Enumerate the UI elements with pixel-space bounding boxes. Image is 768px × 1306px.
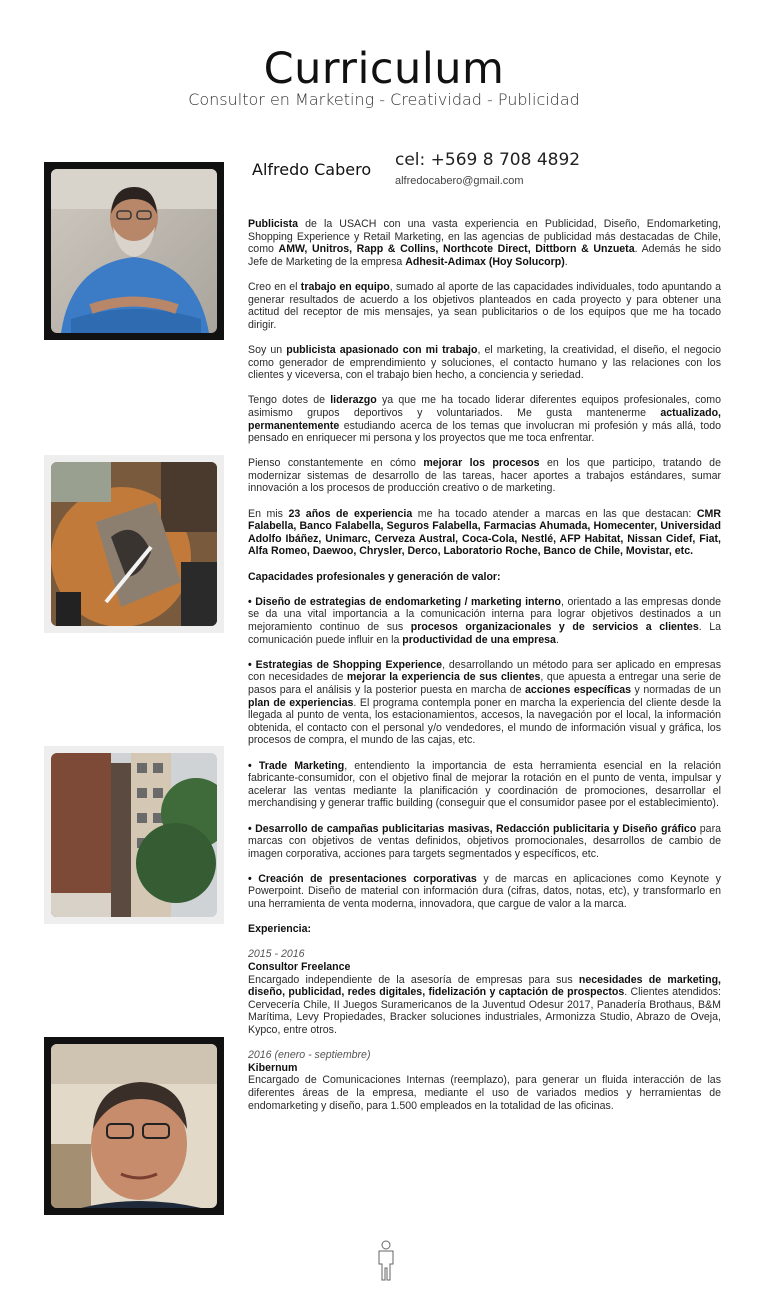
phone-number: cel: +569 8 708 4892	[395, 150, 581, 170]
selfie-photo	[44, 1037, 224, 1215]
page-title: Curriculum	[263, 44, 505, 94]
paragraph-teamwork: Creo en el trabajo en equipo, sumado al aporte de las capacidades individuales, todo apuntando a generar resultados de acuerdo a los objetivos planteados en cada proyecto y para obtener una actitud del receptor de mis mensajes, ya sean publicitarios o de los equipos que me ha tocado dirigir.	[248, 280, 721, 331]
desk-notebook-photo	[44, 455, 224, 633]
capability-shopping-experience: • Estrategias de Shopping Experience, desarrollando un método para ser aplicado en empresas con necesidades de mejorar la experiencia de sus clientes, que apuesta a entregar una serie de pasos para el análisis y la posterior puesta en marcha de acciones específicas y normadas de un plan de experiencias. El programa contempla poner en marcha la experiencia del cliente desde la llegada al punto de venta, los estacionamientos, accesos, la navegación por el local, la información obtenida, el contacto con el personal y/o vendedores, el mundo de información visual y gráfica, los procesos de compra, el mundo de las cajas, etc.	[248, 658, 721, 747]
page-subtitle: Consultor en Marketing - Creatividad - Publicidad	[188, 90, 580, 109]
capability-campaigns: • Desarrollo de campañas publicitarias masivas, Redacción publicitaria y Diseño gráfico para marcas con objetivos de ventas definidos, objetivos promocionales, desarrollos de cambio de imagen corporativa, acciones para targets segmentados y específicos, etc.	[248, 822, 721, 860]
email-address[interactable]: alfredocabero@gmail.com	[395, 175, 524, 187]
paragraph-passion: Soy un publicista apasionado con mi trabajo, el marketing, la creatividad, el diseño, el negocio como generador de emprendimiento y soluciones, el contacto humano y las relaciones con los clientes y viceversa, con el trabajo bien hecho, a conciencia y seriedad.	[248, 343, 721, 382]
section-heading-experience: Experiencia:	[248, 923, 312, 936]
person-icon	[375, 1240, 397, 1287]
paragraph-leadership: Tengo dotes de liderazgo ya que me ha tocado liderar diferentes equipos profesionales, como asimismo grupos deportivos y voluntariados. Me gusta mantenerme actualizado, permanentemente estudiando acerca de los temas que involucran mi profesión y más allá, todo pensado en enriquecer mi persona y los proyectos que me toca enfrentar.	[248, 394, 721, 445]
capability-trade-marketing: • Trade Marketing, entendiento la importancia de esta herramienta esencial en la relación fabricante-consumidor, con el objetivo final de mejorar la rotación en el punto de venta, impulsar y acelerar las ventas mediante la planificación y coordinación de promociones, desarrollar el merchandising y generar traffic building (conseguir que el consumidor pasee por el establecimiento).	[248, 759, 721, 810]
building-courtyard-photo	[44, 746, 224, 924]
experience-kibernum: 2016 (enero - septiembre) Kibernum Encargado de Comunicaciones Internas (reemplazo), para generar un fluida interacción de las diferentes áreas de la empresa, mediante el uso de variados medios y herramientas de endomarketing y diseño, para 1.500 empleados en la totalidad de las oficinas.	[248, 1049, 721, 1112]
paragraph-processes: Pienso constantemente en cómo mejorar los procesos en los que participo, tratando de modernizar sistemas de desarrollo de las tareas, hacer aportes a trabajos estándares, sumar innovación a los procesos de producción creativo o de marketing.	[248, 457, 721, 495]
portrait-photo-image	[51, 169, 217, 333]
selfie-image	[51, 1044, 217, 1208]
capability-endomarketing: • Diseño de estrategias de endomarketing / marketing interno, orientado a las empresas donde se da una vital importancia a la comunicación interna para lograr objetivos destinados a un mejoramiento continuo de sus procesos organizacionales y de servicios a clientes. La comunicación puede influir en la productividad de una empresa.	[248, 595, 722, 646]
section-heading-capabilities: Capacidades profesionales y generación de valor:	[248, 570, 501, 583]
desk-notebook-image	[51, 462, 217, 626]
candidate-name: Alfredo Cabero	[252, 160, 372, 179]
portrait-photo	[44, 162, 224, 340]
paragraph-intro: Publicista de la USACH con una vasta experiencia en Publicidad, Diseño, Endomarketing, Shopping Experience y Retail Marketing, en las agencias de publicidad más destacadas de Chile, como AMW, Unitros, Rapp & Collins, Northcote Direct, Dittborn & Unzueta. Además he sido Jefe de Marketing de la empresa Adhesit-Adimax (Hoy Solucorp).	[248, 218, 721, 268]
paragraph-brands: En mis 23 años de experiencia me ha tocado atender a marcas en las que destacan: CMR Falabella, Banco Falabella, Seguros Falabella, Farmacias Ahumada, Homecenter, Universidad Adolfo Ibáñez, Unimarc, Cerveza Austral, Coca-Cola, Nestlé, AFP Habitat, Nissan Cidef, Fiat, Alfa Romeo, Daewoo, Chrysler, Derco, Laboratorio Roche, Banco de Chile, Movistar, etc.	[248, 507, 721, 558]
resume-body	[248, 218, 721, 1125]
experience-freelance: 2015 - 2016 Consultor Freelance Encargado independiente de la asesoría de empresas para sus necesidades de marketing, diseño, publicidad, redes digitales, fidelización y captación de prospectos. Clientes atendidos: Cervecería Chile, II Juegos Suramericanos de la Juventud Odesur 2017, Panadería Brothaus, B&M Marítima, Levy Propiedades, Bracker soluciones industriales, Armonizza Studio, Abrazo de Oveja, Kypco, entre otros.	[248, 948, 721, 1036]
capability-presentations: • Creación de presentaciones corporativas y de marcas en aplicaciones como Keynote y Powerpoint. Diseño de material con información dura (cifras, datos, notas, etc), y transformarlo en una herramienta de venta moderna, innovadora, que cargue de valor a la marca.	[248, 872, 721, 911]
building-courtyard-image	[51, 753, 217, 917]
